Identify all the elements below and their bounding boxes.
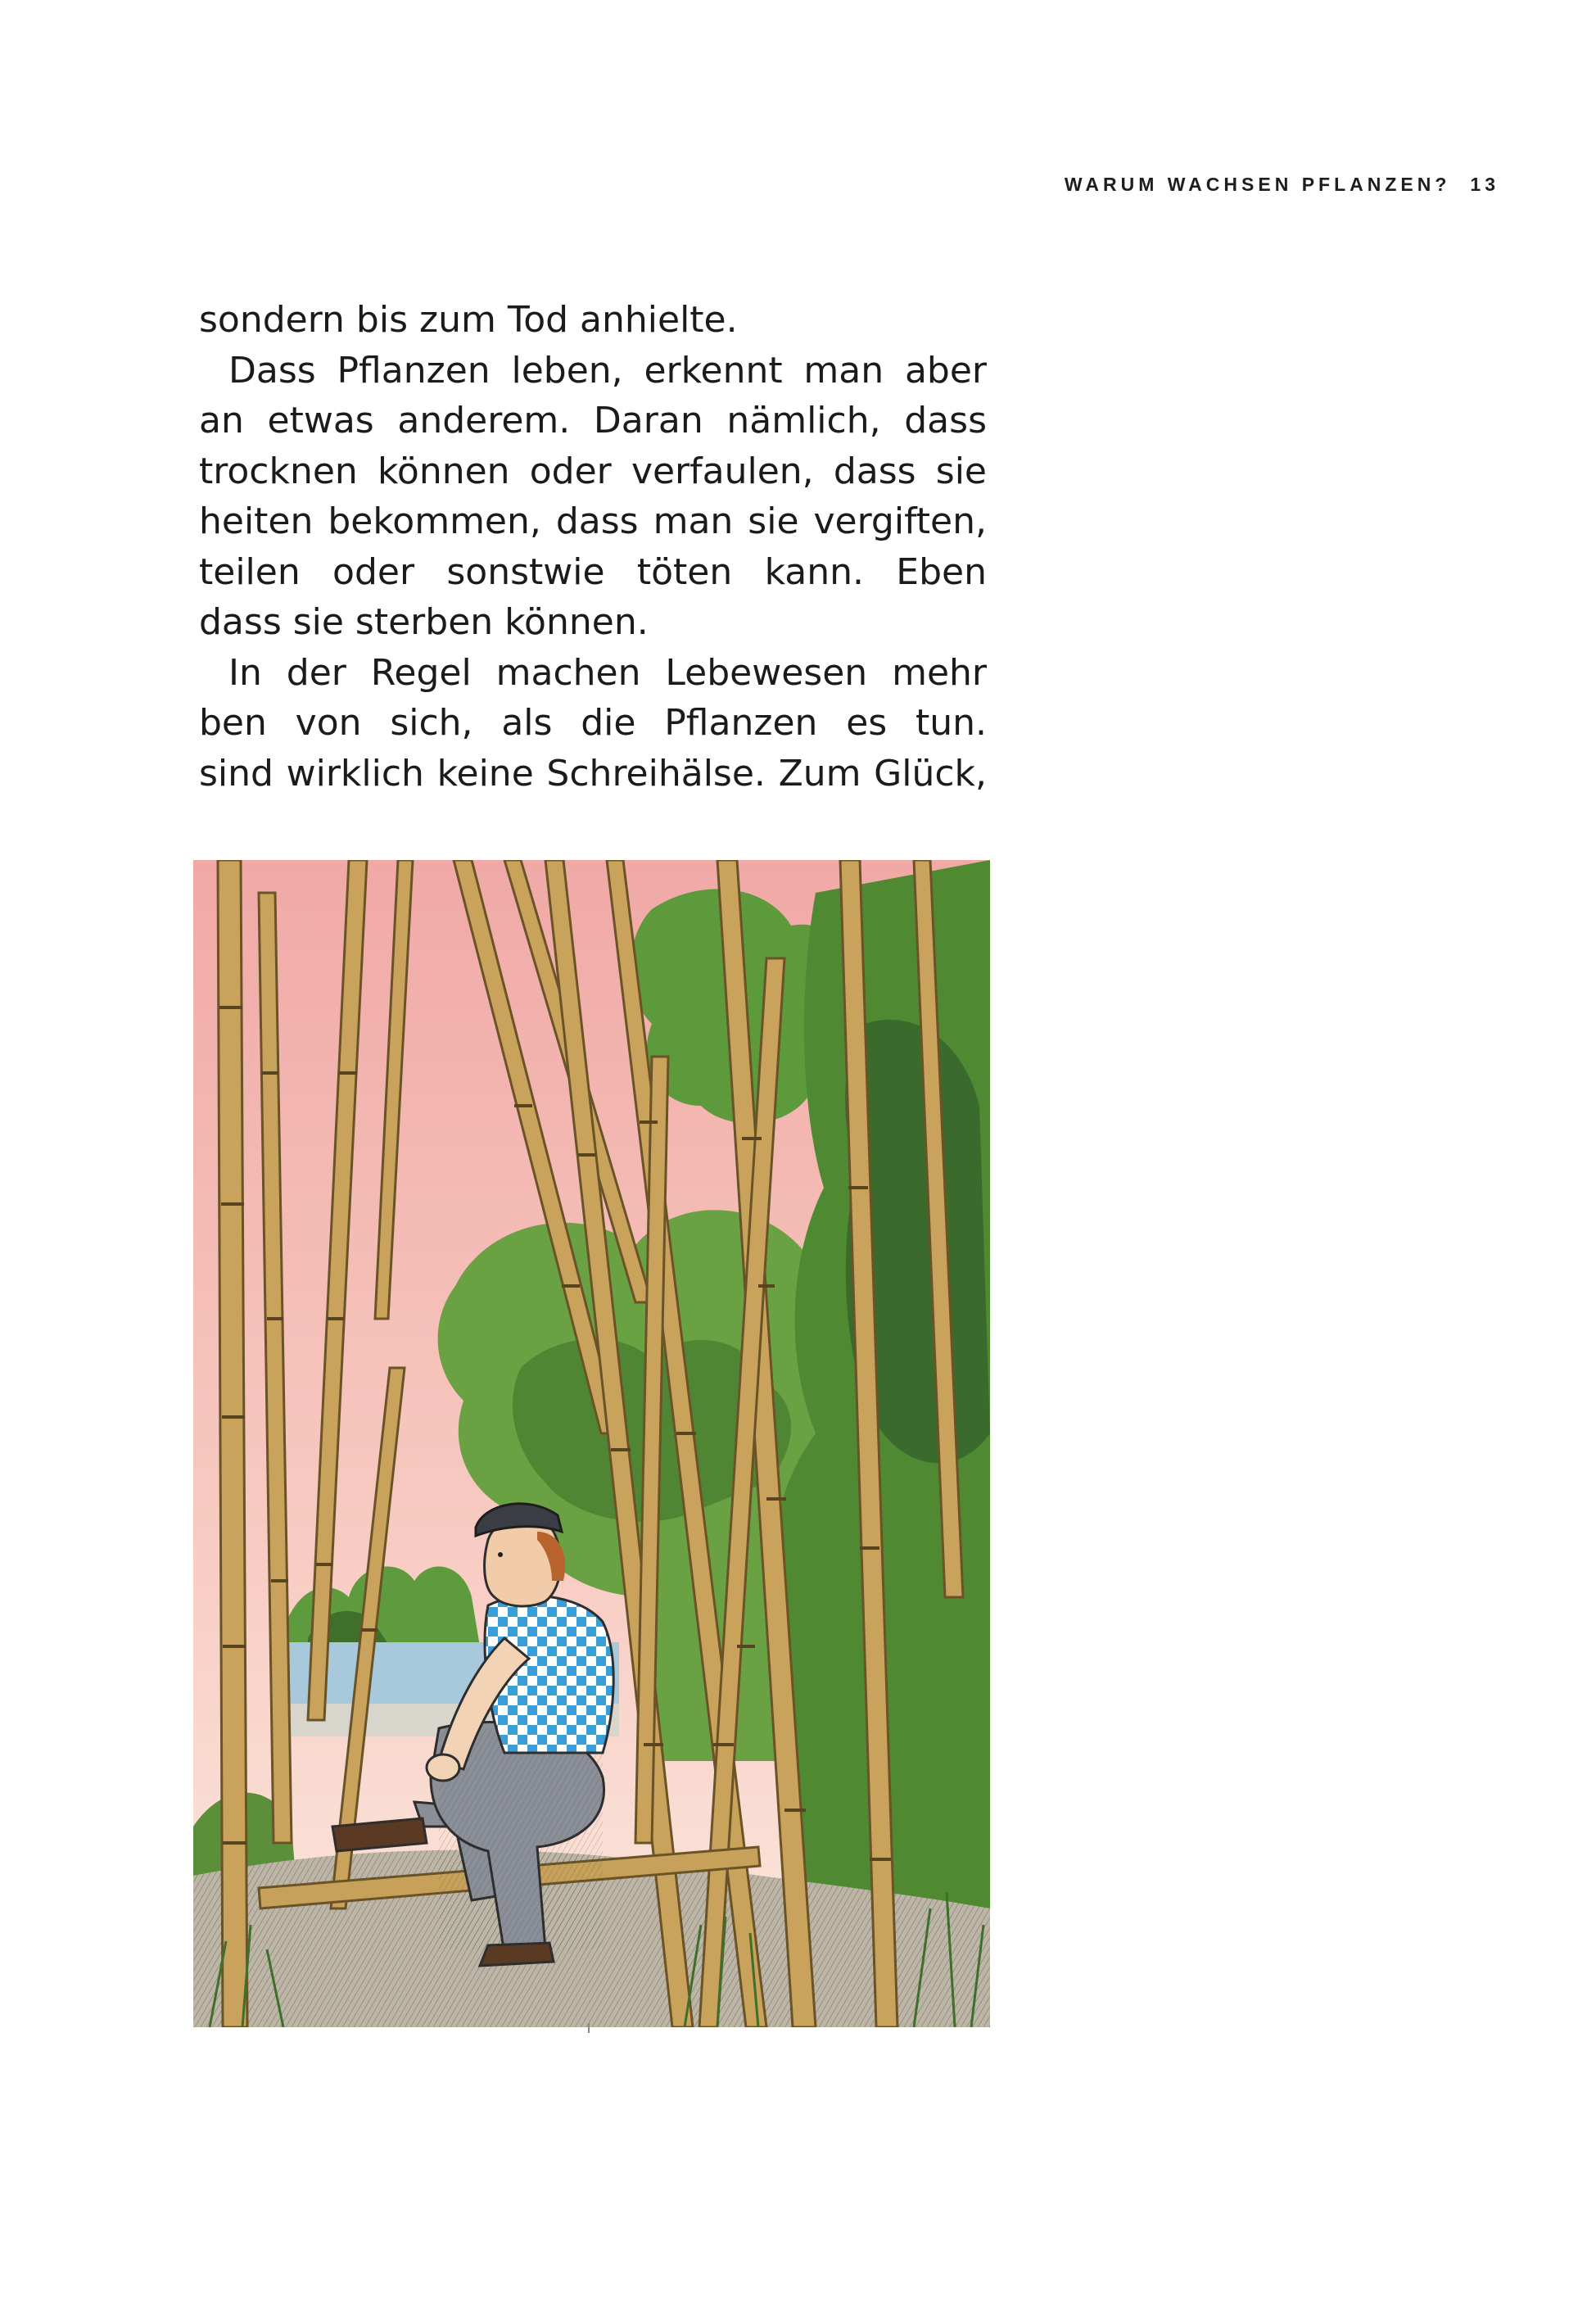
text-line: Dass Pflanzen leben, erkennt man aber [228,349,987,392]
man-hand [427,1754,459,1781]
text-line: teilen oder sonstwie töten kann. Eben [199,550,987,593]
body-text [199,295,987,799]
page-number: 13 [1470,174,1499,195]
running-title: WARUM WACHSEN PFLANZEN? [1064,174,1451,195]
man-shoe-front [480,1943,554,1966]
text-line: dass sie sterben können. [199,601,649,643]
running-head [1065,174,1499,196]
text-line: an etwas anderem. Daran nämlich, dass [199,400,987,441]
text-line: trocknen können oder verfaulen, dass sie [199,450,987,492]
text-line: In der Regel machen Lebewesen mehr [228,651,987,694]
illustration-svg [193,860,990,2027]
print-mark [588,2023,590,2033]
bamboo-illustration [193,860,990,2027]
text-line: sondern bis zum Tod anhielte. [199,299,738,341]
text-line: heiten bekommen, dass man sie vergiften, [199,500,987,542]
text-line: sind wirklich keine Schreihälse. Zum Glück, [199,752,987,795]
man-eye [498,1552,503,1557]
text-line: ben von sich, als die Pflanzen es tun. [199,702,987,744]
